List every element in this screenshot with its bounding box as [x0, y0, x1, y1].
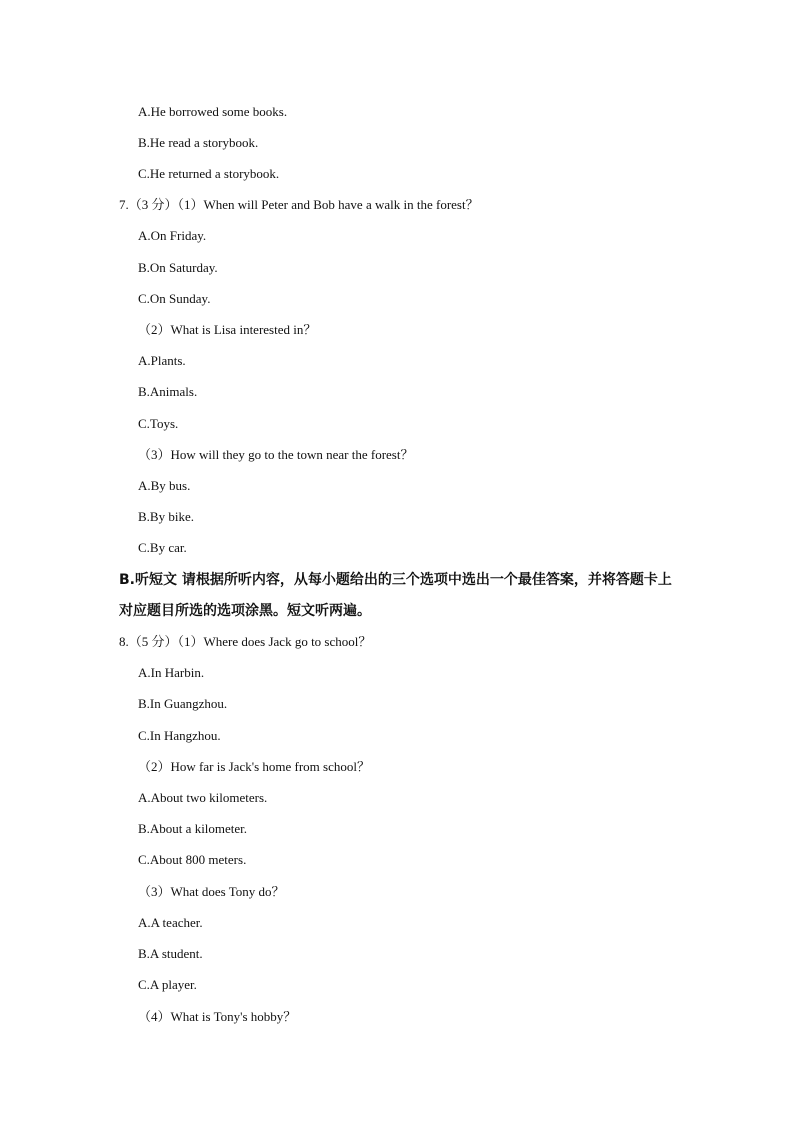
q7-2-option-c: C.Toys. — [138, 416, 179, 431]
q8-2-option-a: A.About two kilometers. — [138, 790, 268, 805]
q8-1-option-b: B.In Guangzhou. — [138, 696, 228, 711]
q7-2-option-a: A.Plants. — [138, 353, 186, 368]
q8-2-option-b: B.About a kilometer. — [138, 821, 248, 836]
q8-3-option-b: B.A student. — [138, 946, 203, 961]
q6-option-b: B.He read a storybook. — [138, 135, 259, 150]
q8-stem: 8.（5 分）（1）Where does Jack go to school？ — [119, 634, 372, 649]
q7-3-option-a: A.By bus. — [138, 478, 191, 493]
q8-2-question: （2）How far is Jack's home from school？ — [138, 759, 370, 774]
q6-option-a: A.He borrowed some books. — [138, 104, 288, 119]
q8-1-option-c: C.In Hangzhou. — [138, 728, 221, 743]
section-b-instruction-line2: 对应题目所选的选项涂黑。短文听两遍。 — [119, 603, 371, 619]
section-b-instruction-line1: B.听短文 请根据所听内容，从每小题给出的三个选项中选出一个最佳答案，并将答题卡上 — [119, 572, 672, 588]
q8-3-option-a: A.A teacher. — [138, 915, 203, 930]
q7-2-option-b: B.Animals. — [138, 384, 198, 399]
q8-2-option-c: C.About 800 meters. — [138, 852, 247, 867]
q7-1-option-c: C.On Sunday. — [138, 291, 211, 306]
q7-stem: 7.（3 分）（1）When will Peter and Bob have a walk in the forest？ — [119, 197, 479, 212]
q8-1-option-a: A.In Harbin. — [138, 665, 205, 680]
q8-3-option-c: C.A player. — [138, 977, 197, 992]
q8-4-question: （4）What is Tony's hobby？ — [138, 1009, 297, 1024]
q7-3-option-c: C.By car. — [138, 540, 187, 555]
q7-1-option-a: A.On Friday. — [138, 228, 207, 243]
q7-1-option-b: B.On Saturday. — [138, 260, 218, 275]
q7-2-question: （2）What is Lisa interested in？ — [138, 322, 317, 337]
q7-3-question: （3）How will they go to the town near the forest？ — [138, 447, 414, 462]
q7-3-option-b: B.By bike. — [138, 509, 194, 524]
q6-option-c: C.He returned a storybook. — [138, 166, 280, 181]
q8-3-question: （3）What does Tony do？ — [138, 884, 285, 899]
